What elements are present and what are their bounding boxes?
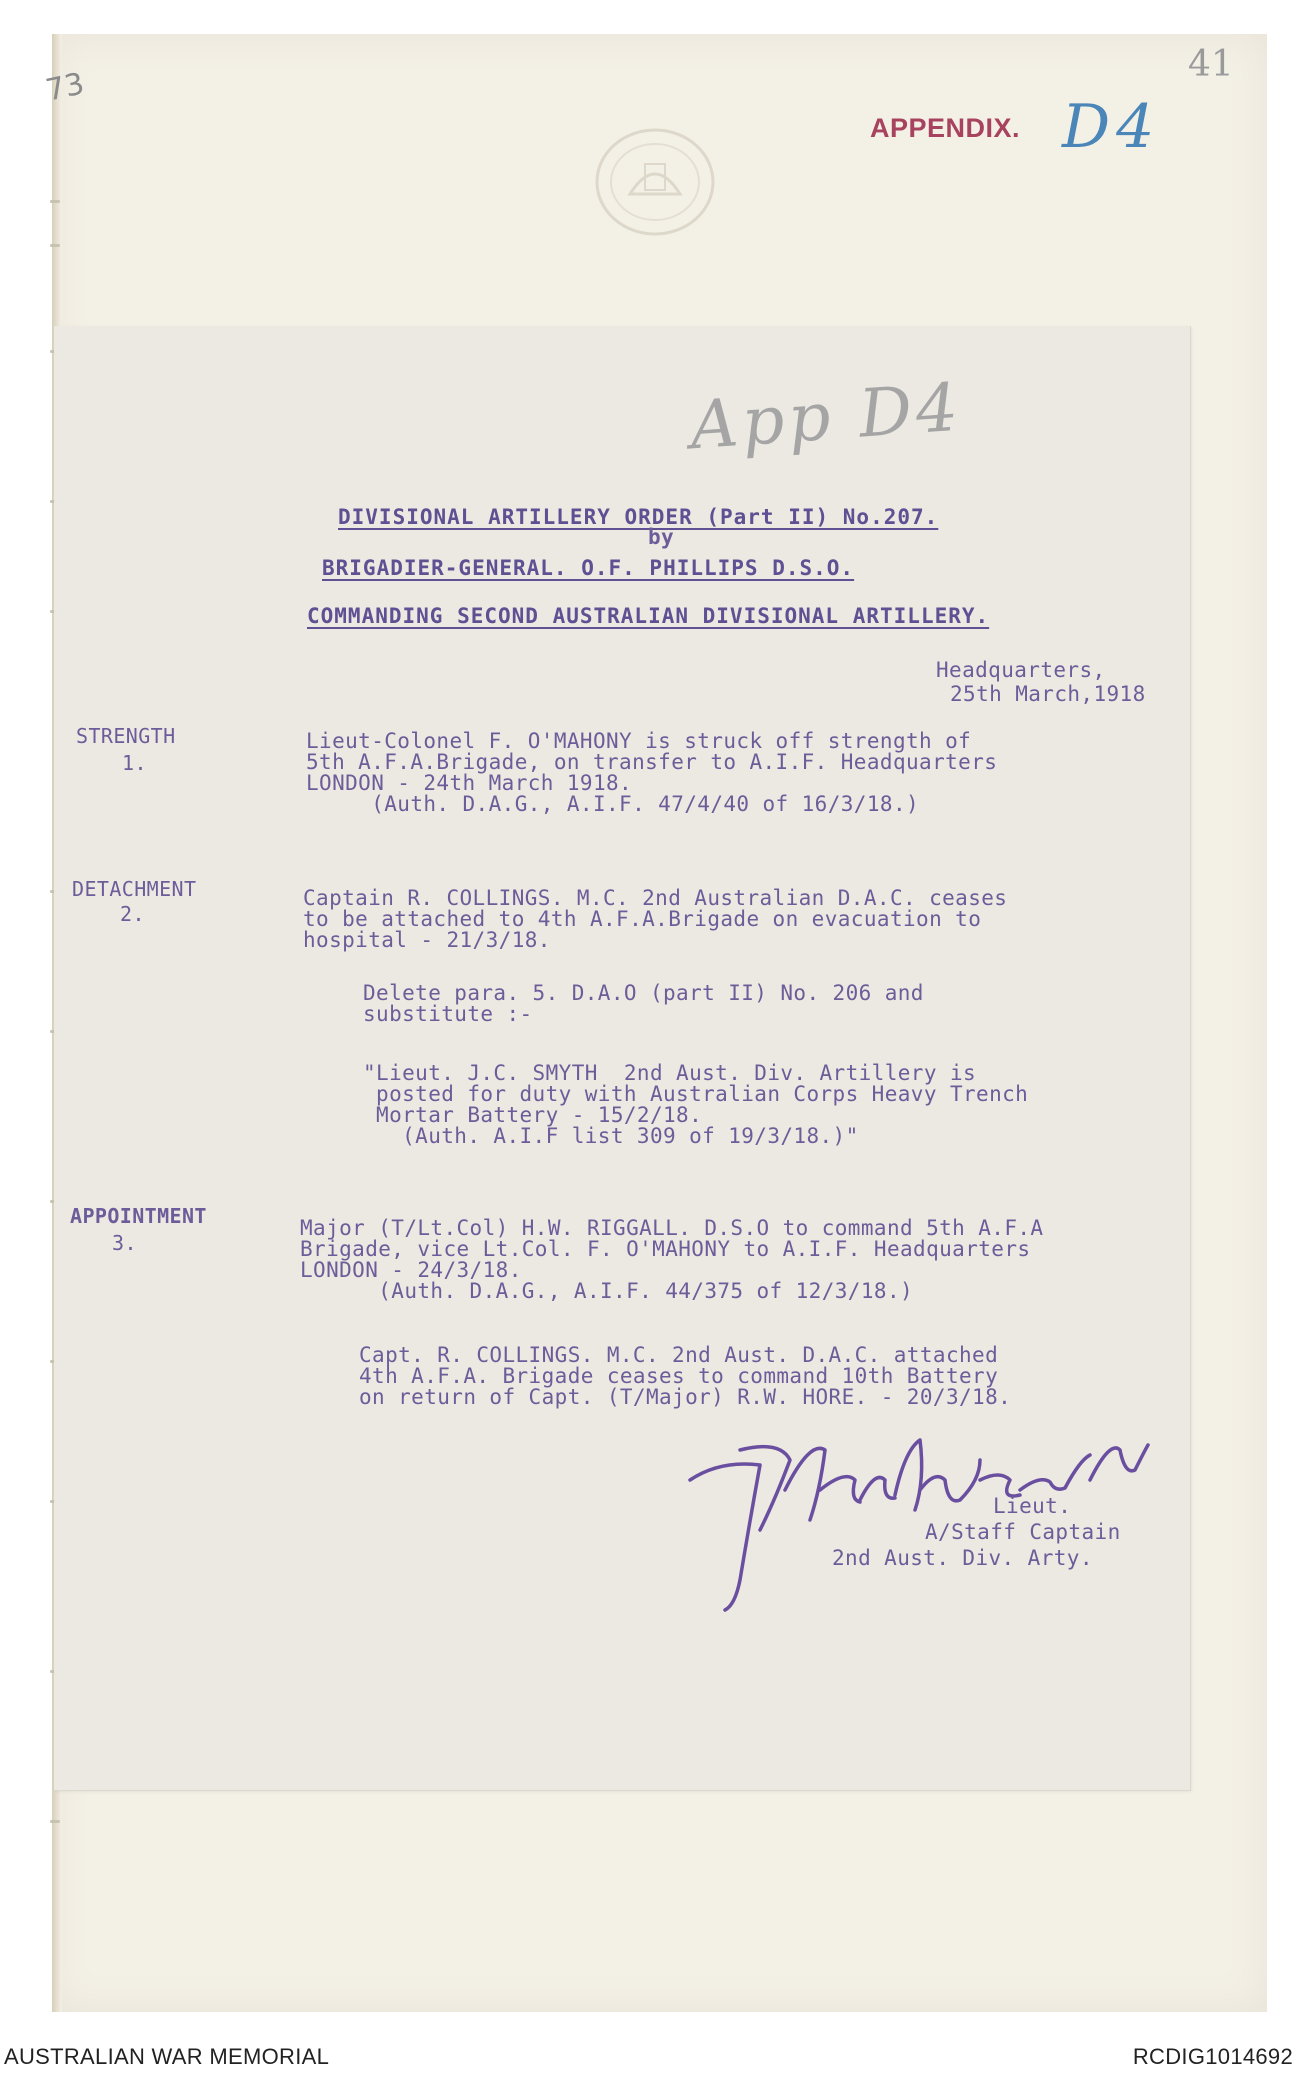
corner-folio: 73: [42, 66, 88, 109]
text-line: to be attached to 4th A.F.A.Brigade on evacuation to: [303, 907, 982, 931]
section-3-para-a: [359, 1345, 1011, 1408]
section-2-body: [303, 888, 1007, 951]
signature-unit: 2nd Aust. Div. Arty.: [832, 1546, 1093, 1570]
text-line: 4th A.F.A. Brigade ceases to command 10th Battery: [359, 1364, 999, 1388]
footer-institution: AUSTRALIAN WAR MEMORIAL: [4, 2044, 330, 2069]
text-line: LONDON - 24/3/18.: [300, 1258, 522, 1282]
signature-rank: Lieut.: [993, 1494, 1072, 1518]
date: 25th March,1918: [950, 682, 1146, 706]
section-1-body: [306, 731, 997, 815]
pencil-note: App D4: [687, 368, 965, 465]
section-heading-detachment: DETACHMENT: [72, 877, 197, 901]
text-line: 5th A.F.A.Brigade, on transfer to A.I.F. Headquarters: [306, 750, 998, 774]
text-line: Lieut-Colonel F. O'MAHONY is struck off strength of: [306, 729, 972, 753]
text-line: (Auth. A.I.F list 309 of 19/3/18.)": [363, 1124, 859, 1148]
section-3-body: [300, 1218, 1043, 1302]
text-line: Delete para. 5. D.A.O (part II) No. 206 and: [363, 981, 924, 1005]
footer-image-ref: RCDIG1014692: [1132, 2044, 1293, 2069]
order-command: COMMANDING SECOND AUSTRALIAN DIVISIONAL ARTILLERY.: [307, 604, 990, 628]
section-number-2: 2.: [120, 902, 145, 926]
section-heading-strength: STRENGTH: [76, 724, 176, 748]
appendix-stamp: APPENDIX.: [870, 113, 1021, 143]
handwritten-appendix-ref: D4: [1062, 92, 1161, 162]
signature-role: A/Staff Captain: [925, 1520, 1121, 1544]
text-line: Brigade, vice Lt.Col. F. O'MAHONY to A.I.F. Headquarters: [300, 1237, 1031, 1261]
text-line: Mortar Battery - 15/2/18.: [363, 1103, 703, 1127]
section-number-1: 1.: [122, 751, 147, 775]
text-line: (Auth. D.A.G., A.I.F. 44/375 of 12/3/18.): [300, 1279, 914, 1303]
order-by: by: [648, 525, 675, 549]
order-issuer: BRIGADIER-GENERAL. O.F. PHILLIPS D.S.O.: [322, 556, 855, 580]
order-title: DIVISIONAL ARTILLERY ORDER (Part II) No.207.: [338, 505, 939, 529]
section-heading-appointment: APPOINTMENT: [70, 1204, 207, 1228]
section-2-para-a: [363, 983, 924, 1025]
text-line: Capt. R. COLLINGS. M.C. 2nd Aust. D.A.C. attached: [359, 1343, 999, 1367]
page-number: 41: [1188, 44, 1234, 85]
place: Headquarters,: [936, 658, 1106, 682]
text-line: posted for duty with Australian Corps Heavy Trench: [363, 1082, 1029, 1106]
text-line: on return of Capt. (T/Major) R.W. HORE. - 20/3/18.: [359, 1385, 1012, 1409]
embossed-crest-icon: [590, 124, 720, 239]
text-line: "Lieut. J.C. SMYTH 2nd Aust. Div. Artillery is: [363, 1061, 977, 1085]
text-line: LONDON - 24th March 1918.: [306, 771, 633, 795]
text-line: Captain R. COLLINGS. M.C. 2nd Australian D.A.C. ceases: [303, 886, 1008, 910]
section-number-3: 3.: [112, 1231, 137, 1255]
text-line: (Auth. D.A.G., A.I.F. 47/4/40 of 16/3/18.): [306, 792, 920, 816]
section-2-para-b: [363, 1063, 1028, 1147]
text-line: substitute :-: [363, 1002, 533, 1026]
text-line: Major (T/Lt.Col) H.W. RIGGALL. D.S.O to command 5th A.F.A: [300, 1216, 1044, 1240]
text-line: hospital - 21/3/18.: [303, 928, 551, 952]
